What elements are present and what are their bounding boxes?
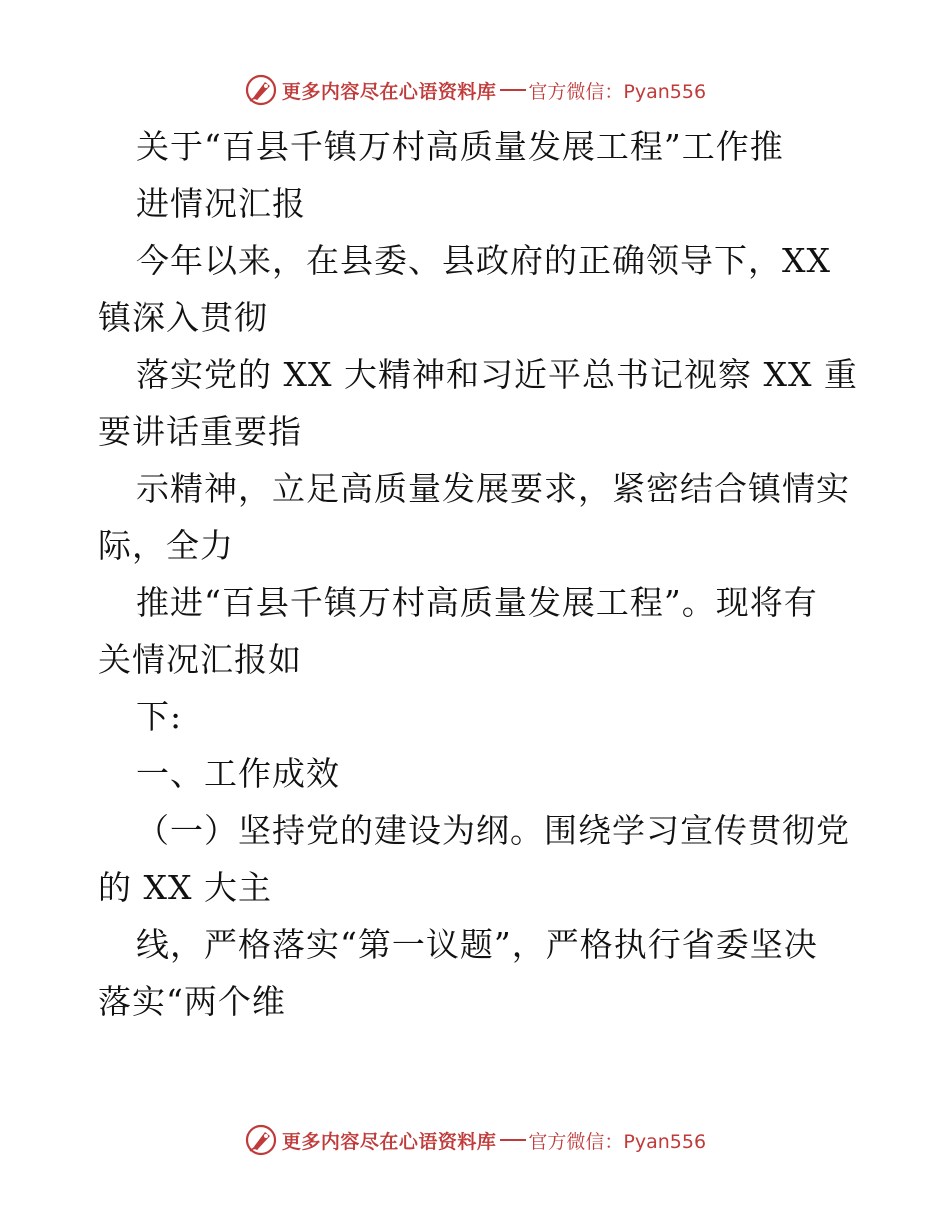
watermark-text: 更多内容尽在心语资料库 [281, 1130, 497, 1153]
paragraph-line: 落实党的 XX 大精神和习近平总书记视察 XX 重 [136, 355, 858, 394]
watermark-text: 更多内容尽在心语资料库 [281, 80, 497, 103]
paragraph-line: 际，全力 [98, 526, 234, 565]
paragraph-line: 下: [136, 697, 183, 736]
watermark-suffix: 官方微信：Pyan556 [528, 1130, 707, 1153]
pen-nib-logo-icon [244, 73, 278, 107]
watermark-dash [500, 89, 526, 91]
paragraph-line: 要讲话重要指 [98, 412, 302, 451]
paragraph-line: 推进“百县千镇万村高质量发展工程”。现将有 [136, 583, 818, 622]
paragraph-line: 落实“两个维 [98, 982, 286, 1021]
paragraph-line: 线，严格落实“第一议题”，严格执行省委坚决 [136, 925, 818, 964]
paragraph-line: 今年以来，在县委、县政府的正确领导下，XX [136, 241, 831, 280]
paragraph-line: 镇深入贯彻 [98, 298, 268, 337]
paragraph-line: 的 XX 大主 [98, 868, 272, 907]
document-title-line-1: 关于“百县千镇万村高质量发展工程”工作推 [136, 127, 784, 166]
watermark-suffix: 官方微信：Pyan556 [528, 80, 707, 103]
document-body [98, 118, 858, 1030]
section-heading: 一、工作成效 [136, 754, 340, 793]
paragraph-line: 示精神，立足高质量发展要求，紧密结合镇情实 [136, 469, 850, 508]
paragraph-line: （一）坚持党的建设为纲。围绕学习宣传贯彻党 [136, 811, 850, 850]
document-title-line-2: 进情况汇报 [136, 184, 306, 223]
watermark-footer [0, 1122, 950, 1158]
watermark-header [0, 72, 950, 108]
paragraph-line: 关情况汇报如 [98, 640, 302, 679]
pen-nib-logo-icon [244, 1123, 278, 1157]
watermark-dash [500, 1139, 526, 1141]
